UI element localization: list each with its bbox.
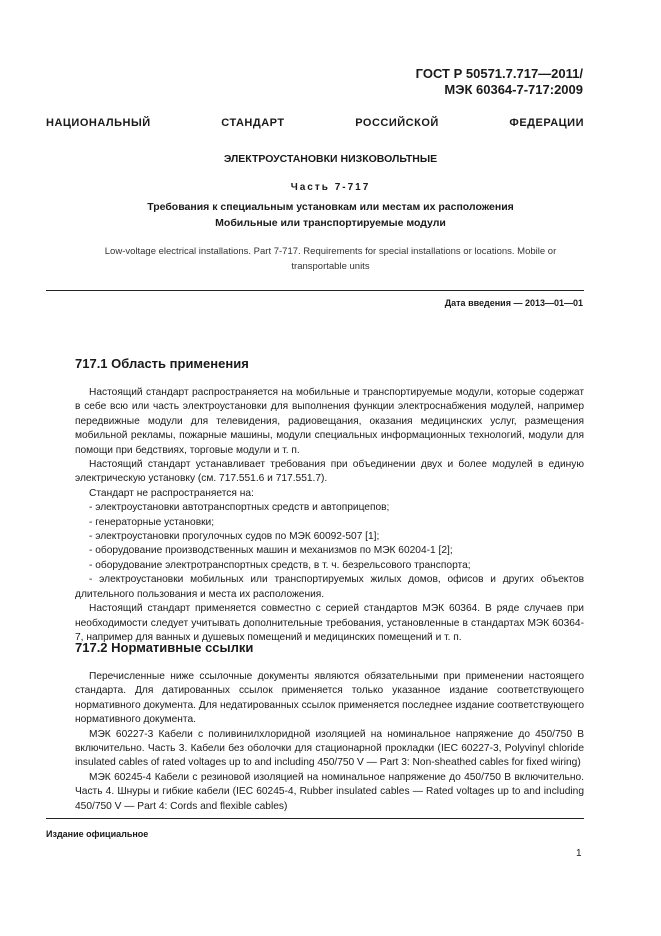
title-divider (46, 290, 584, 291)
page-number: 1 (576, 848, 582, 859)
section-717-1-title: 717.1 Область применения (75, 356, 249, 371)
section-717-1-body (75, 386, 584, 645)
subtitle-line2: Мобильные или транспортируемые модули (215, 217, 446, 229)
list-item: - оборудование электротранспортных средств, в т. ч. безрельсового транспорта; (89, 559, 471, 571)
document-title: ЭЛЕКТРОУСТАНОВКИ НИЗКОВОЛЬТНЫЕ (223, 153, 438, 165)
standard-code-line2: МЭК 60364-7-717:2009 (444, 82, 583, 97)
english-title-line1: Low-voltage electrical installations. Part 7-717. Requirements for special installations or locations. Mobile or (104, 246, 557, 257)
part-number: Часть 7-717 (290, 182, 371, 193)
english-title (70, 244, 591, 274)
paragraph: МЭК 60227-3 Кабели с поливинилхлоридной изоляцией на номинальное напряжение до 450/750 В включительно. Часть 3. Кабели без оболочки для стационарной прокладки (IEC 60227-3, Polyvinyl chloride insulated cables of rated voltages up to and including 450/750 V — Part 3: Non-sheathed cables for fixed wiring) (75, 728, 584, 769)
paragraph: Настоящий стандарт распространяется на мобильные и транспортируемые модули, которые содержат в себе всю или часть электроустановки для выполнения функции электроснабжения модулей, например передвижные модули для телевидения, радиовещания, оказания медицинских услуг, размещения мобильной рекламы, пожарные машины, модули специальных информационных технологий, модули для помощи при бедствиях, торговые модули и т. п. (75, 387, 584, 456)
paragraph: Настоящий стандарт применяется совместно с серией стандартов МЭК 60364. В ряде случаев при необходимости следует учитывать дополнительные требования, установленные в стандартах МЭК 60364-7, например для ванных и душевых помещений и медицинских помещений и т. п. (75, 603, 584, 643)
list-item: - электроустановки автотранспортных средств и автоприцепов; (89, 502, 390, 514)
english-title-line2: transportable units (291, 261, 370, 272)
edition-label: Издание официальное (46, 829, 149, 839)
paragraph: Стандарт не распространяется на: (89, 487, 254, 499)
subtitle-line1: Требования к специальным установкам или местам их расположения (147, 201, 514, 213)
standard-code-line1: ГОСТ Р 50571.7.717—2011/ (415, 66, 583, 81)
national-standard-heading: НАЦИОНАЛЬНЫЙ СТАНДАРТ РОССИЙСКОЙ ФЕДЕРАЦИИ (46, 117, 584, 129)
section-717-2-body (75, 670, 584, 814)
list-item: - генераторные установки; (89, 516, 215, 528)
paragraph: МЭК 60245-4 Кабели с резиновой изоляцией на номинальное напряжение до 450/750 В включительно. Часть 4. Шнуры и гибкие кабели (IEC 60245-4, Rubber insulated cables — Rated voltages up to and including 450/750 V — Part 4: Cords and flexible cables) (75, 771, 584, 812)
introduction-date: Дата введения — 2013—01—01 (444, 298, 583, 308)
paragraph: Перечисленные ниже ссылочные документы являются обязательными при применении настоящего стандарта. Для датированных ссылок применяется только указанное издание соответствующего нормативного документа. Для недатированных ссылок применяется последнее издание соответствующего нормативного документа. (75, 671, 584, 726)
list-item: - электроустановки прогулочных судов по МЭК 60092-507 [1]; (89, 531, 380, 543)
footer-divider (46, 818, 584, 819)
section-717-2-title: 717.2 Нормативные ссылки (75, 640, 254, 655)
list-item: - электроустановки мобильных или транспортируемых жилых домов, офисов и других объектов длительного пользования и места их расположения. (75, 574, 584, 600)
paragraph: Настоящий стандарт устанавливает требования при объединении двух и более модулей в единую электрическую установку (см. 717.551.6 и 717.551.7). (75, 459, 584, 485)
list-item: - оборудование производственных машин и механизмов по МЭК 60204-1 [2]; (89, 545, 453, 557)
